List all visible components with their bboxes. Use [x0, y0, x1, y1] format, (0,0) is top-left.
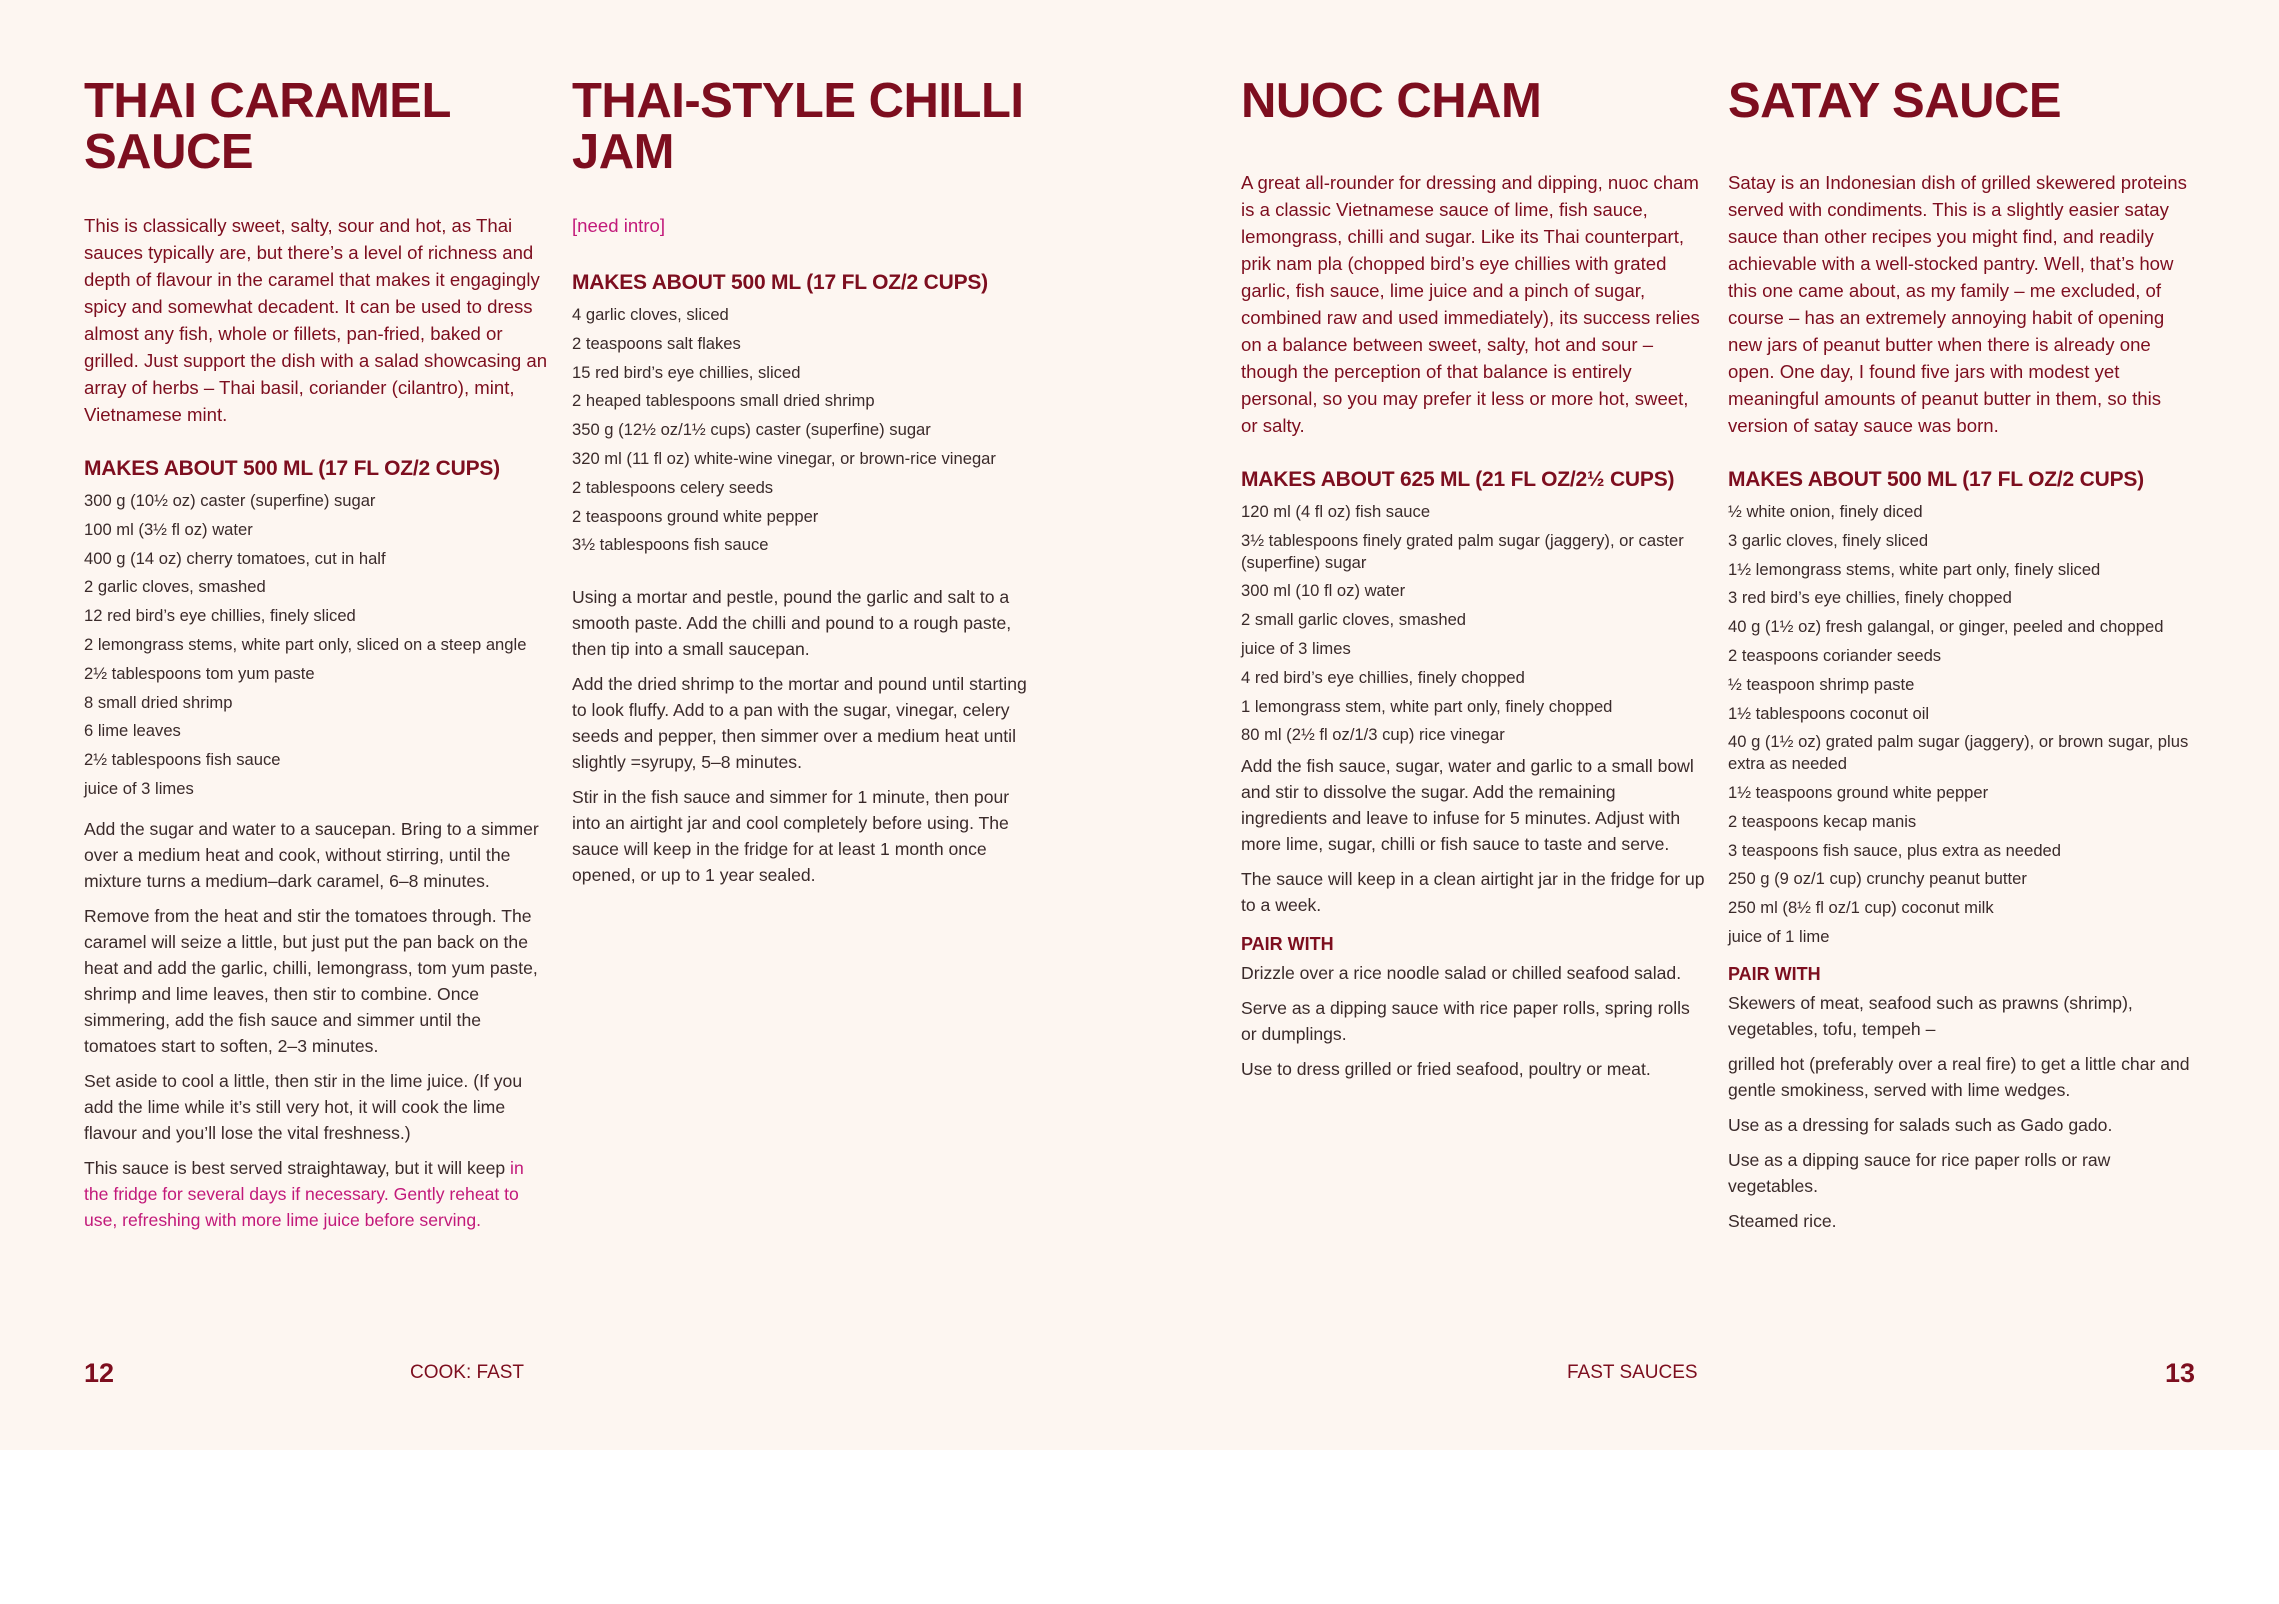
yield-heading: MAKES ABOUT 625 ML (21 FL OZ/2½ CUPS)	[1241, 468, 1675, 491]
ingredient-item: 2½ tablespoons tom yum paste	[84, 663, 315, 683]
ingredient-list	[1728, 501, 2198, 948]
ingredient-item: juice of 1 lime	[1728, 926, 1830, 946]
pair-with-heading: PAIR WITH	[1728, 963, 1821, 984]
ingredient-item: 2 lemongrass stems, white part only, sliced on a steep angle	[84, 634, 527, 654]
method-step: This sauce is best served straightaway, but it will keep in the fridge for several days if necessary. Gently reheat to use, refreshing with more lime juice before serving.	[84, 1157, 524, 1230]
page-number-left: 12	[84, 1358, 115, 1388]
ingredient-item: ½ white onion, finely diced	[1728, 502, 1923, 521]
ingredient-item: 350 g (12½ oz/1½ cups) caster (superfine) sugar	[572, 420, 931, 440]
ingredient-item: juice of 3 limes	[84, 778, 194, 798]
pair-with-item: Use to dress grilled or fried seafood, poultry or meat.	[1241, 1059, 1651, 1080]
ingredient-item: 15 red bird’s eye chillies, sliced	[572, 362, 801, 382]
ingredient-item: 6 lime leaves	[84, 721, 181, 741]
recipe-intro: A great all-rounder for dressing and dipping, nuoc cham is a classic Vietnamese sauce of lime, fish sauce, lemongrass, chilli and sugar. Like its Thai counterpart, prik nam pla (chopped bird’s eye chillies with grated garlic, fish sauce, lime juice and a pinch of sugar, combined raw and used immediately), its success relies on a balance between sweet, salty, hot and sour – though the perception of that balance is entirely personal, so you may prefer it less or more hot, sweet, or salty.	[1241, 172, 1700, 436]
ingredient-list	[1241, 501, 1706, 746]
method-step: The sauce will keep in a clean airtight jar in the fridge for up to a week.	[1241, 869, 1705, 916]
ingredient-item: 2 heaped tablespoons small dried shrimp	[572, 391, 875, 411]
recipe-title: THAI-STYLE CHILLI JAM	[572, 74, 1024, 179]
ingredient-item: ½ teaspoon shrimp paste	[1728, 674, 1915, 694]
pair-with-item: grilled hot (preferably over a real fire) to get a little char and gentle smokiness, served with lime wedges.	[1728, 1053, 2190, 1100]
pair-with-list	[1728, 990, 2198, 1234]
recipe-intro: This is classically sweet, salty, sour and hot, as Thai sauces typically are, but there’s a level of richness and depth of flavour in the caramel that makes it engagingly spicy and somewhat decadent. It can be used to dress almost any fish, whole or fillets, pan-fried, baked or grilled. Just support the dish with a salad showcasing an array of herbs – Thai basil, coriander (cilantro), mint, Vietnamese mint.	[84, 215, 548, 425]
ingredient-item: 400 g (14 oz) cherry tomatoes, cut in half	[84, 548, 386, 568]
recipe-thai-caramel	[84, 76, 549, 1242]
recipe-nuoc-cham	[1241, 76, 1706, 1091]
ingredient-item: 3½ tablespoons fish sauce	[572, 535, 769, 555]
pair-with-list	[1241, 960, 1706, 1082]
method	[1241, 753, 1706, 918]
ingredient-item: 8 small dried shrimp	[84, 692, 233, 712]
ingredient-item: 320 ml (11 fl oz) white-wine vinegar, or brown-rice vinegar	[572, 448, 996, 468]
method-step: Stir in the fish sauce and simmer for 1 minute, then pour into an airtight jar and cool completely before using. The sauce will keep in the fridge for at least 1 month once opened, or up to 1 year sealed.	[572, 787, 1010, 886]
ingredient-item: 2 teaspoons kecap manis	[1728, 811, 1917, 831]
method-step: Add the fish sauce, sugar, water and garlic to a small bowl and stir to dissolve the sugar. Add the remaining ingredients and leave to infuse for 5 minutes. Adjust with more lime, sugar, chilli or fish sauce to taste and serve.	[1241, 756, 1694, 855]
ingredient-item: 2 teaspoons salt flakes	[572, 333, 741, 353]
method-step: Remove from the heat and stir the tomatoes through. The caramel will seize a little, but just put the pan back on the heat and add the garlic, chilli, lemongrass, tom yum paste, shrimp and lime leaves, then stir to combine. Once simmering, add the fish sauce and simmer until the tomatoes start to soften, 2–3 minutes.	[84, 905, 538, 1056]
yield-heading: MAKES ABOUT 500 ML (17 FL OZ/2 CUPS)	[84, 457, 500, 480]
ingredient-item: juice of 3 limes	[1241, 638, 1351, 658]
recipe-intro: Satay is an Indonesian dish of grilled skewered proteins served with condiments. This is a slightly easier satay sauce than other recipes you might find, and readily achievable with a well-stocked pantry. Well, that’s how this one came about, as my family – me excluded, of course – has an extremely annoying habit of opening new jars of peanut butter when there is already one open. One day, I found five jars with modest yet meaningful amounts of peanut butter in them, so this version of satay sauce was born.	[1728, 172, 2187, 436]
ingredient-item: 1½ lemongrass stems, white part only, finely sliced	[1728, 559, 2101, 579]
ingredient-item: 2 teaspoons coriander seeds	[1728, 645, 1942, 665]
recipe-satay	[1728, 76, 2198, 1243]
ingredient-item: 80 ml (2½ fl oz/1/3 cup) rice vinegar	[1241, 725, 1505, 745]
running-footer-left: COOK: FAST	[410, 1362, 525, 1383]
ingredient-item: 40 g (1½ oz) grated palm sugar (jaggery), or brown sugar, plus extra as needed	[1728, 732, 2189, 774]
pair-with-item: Use as a dressing for salads such as Gado gado.	[1728, 1114, 2113, 1135]
pair-with-item: Drizzle over a rice noodle salad or chilled seafood salad.	[1241, 963, 1682, 984]
ingredient-item: 2 garlic cloves, smashed	[84, 577, 266, 597]
ingredient-item: 250 ml (8½ fl oz/1 cup) coconut milk	[1728, 898, 1994, 918]
pair-with-item: Use as a dipping sauce for rice paper rolls or raw vegetables.	[1728, 1149, 2111, 1196]
ingredient-item: 300 g (10½ oz) caster (superfine) sugar	[84, 491, 376, 510]
method-last	[84, 1155, 549, 1233]
ingredient-item: 4 red bird’s eye chillies, finely chopped	[1241, 667, 1525, 687]
ingredient-item: 3 garlic cloves, finely sliced	[1728, 530, 1929, 550]
ingredient-item: 3½ tablespoons finely grated palm sugar (jaggery), or caster (superfine) sugar	[1241, 530, 1684, 572]
pair-with-item: Steamed rice.	[1728, 1210, 1837, 1231]
ingredient-item: 250 g (9 oz/1 cup) crunchy peanut butter	[1728, 869, 2027, 889]
running-footer-right: FAST SAUCES	[1567, 1362, 1698, 1383]
ingredient-item: 2 small garlic cloves, smashed	[1241, 610, 1467, 630]
method	[84, 816, 549, 1146]
recipe-chilli-jam	[572, 76, 1037, 897]
pair-with-item: Skewers of meat, seafood such as prawns (shrimp), vegetables, tofu, tempeh –	[1728, 992, 2133, 1039]
method-step: Add the sugar and water to a saucepan. Bring to a simmer over a medium heat and cook, without stirring, until the mixture turns a medium–dark caramel, 6–8 minutes.	[84, 818, 539, 891]
yield-heading: MAKES ABOUT 500 ML (17 FL OZ/2 CUPS)	[1728, 468, 2144, 491]
ingredient-item: 2 tablespoons celery seeds	[572, 477, 774, 497]
ingredient-item: 300 ml (10 fl oz) water	[1241, 581, 1406, 601]
ingredient-item: 4 garlic cloves, sliced	[572, 305, 729, 324]
method-step: Add the dried shrimp to the mortar and pound until starting to look fluffy. Add to a pan with the sugar, vinegar, celery seeds and pepper, then simmer over a medium heat until slightly =syrupy, 5–8 minutes.	[572, 674, 1027, 773]
pair-with-heading: PAIR WITH	[1241, 934, 1334, 955]
method-step: Set aside to cool a little, then stir in the lime juice. (If you add the lime while it’s still very hot, it will cook the lime flavour and you’ll lose the vital freshness.)	[84, 1070, 523, 1143]
ingredient-item: 1½ tablespoons coconut oil	[1728, 703, 1930, 723]
method-step: Using a mortar and pestle, pound the garlic and salt to a smooth paste. Add the chilli and pound to a rough paste, then tip into a small saucepan.	[572, 587, 1012, 660]
yield-heading: MAKES ABOUT 500 ML (17 FL OZ/2 CUPS)	[572, 271, 988, 294]
ingredient-item: 40 g (1½ oz) fresh galangal, or ginger, peeled and chopped	[1728, 617, 2164, 637]
ingredient-item: 3 teaspoons fish sauce, plus extra as needed	[1728, 840, 2062, 860]
ingredient-item: 3 red bird’s eye chillies, finely chopped	[1728, 588, 2012, 608]
recipe-title: NUOC CHAM	[1241, 74, 1542, 128]
recipe-intro: [need intro]	[572, 215, 666, 236]
ingredient-item: 2 teaspoons ground white pepper	[572, 506, 819, 526]
ingredient-list	[572, 304, 1037, 556]
ingredient-item: 120 ml (4 fl oz) fish sauce	[1241, 502, 1431, 521]
ingredient-item: 2½ tablespoons fish sauce	[84, 750, 281, 770]
ingredient-list	[84, 490, 549, 800]
ingredient-item: 12 red bird’s eye chillies, finely sliced	[84, 606, 356, 626]
ingredient-item: 1 lemongrass stem, white part only, finely chopped	[1241, 696, 1613, 716]
page-number-right: 13	[2165, 1358, 2196, 1388]
ingredient-item: 1½ teaspoons ground white pepper	[1728, 782, 1989, 802]
pair-with-item: Serve as a dipping sauce with rice paper rolls, spring rolls or dumplings.	[1241, 998, 1690, 1045]
method	[572, 584, 1037, 888]
recipe-title: SATAY SAUCE	[1728, 74, 2062, 128]
recipe-title: THAI CARAMEL SAUCE	[84, 74, 451, 179]
ingredient-item: 100 ml (3½ fl oz) water	[84, 519, 253, 539]
